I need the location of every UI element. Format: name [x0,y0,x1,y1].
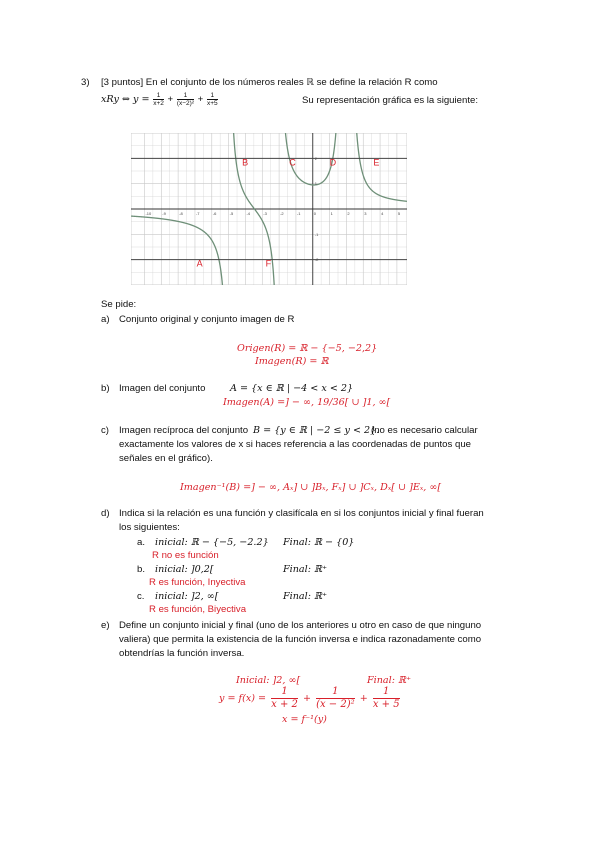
equation-fraction-2: $\frac{1}{\text{(x − 2)²}}$ [316,686,355,710]
x-tick-label: 3 [364,211,367,216]
part-a-letter: a) [101,314,110,325]
x-tick-label: -8 [179,211,183,216]
part-d-item-c-inicial: inicial: ]2, ∞[ [155,591,219,602]
y-tick-label: 2 [314,155,317,161]
part-d-item-a-letter: a. [137,537,146,548]
relation-definition: xRy ⇔ y = $\frac{1}{x+2}$ + $\frac{1}{\text{(x−2)²}}$ + $\frac{1}{x+5}$ [101,92,218,107]
point-label-c: C [289,157,296,168]
point-label-d: D [329,157,337,168]
fraction-1: $\frac{1}{x+2}$ [153,92,164,107]
part-b-letter: b) [101,383,110,394]
part-d-item-b-inicial: inicial: ]0,2[ [155,564,214,575]
part-c-letter: c) [101,425,109,436]
part-a-answer-origin: Origen(R) = ℝ − {−5, −2,2} [237,343,378,354]
part-d-item-a-answer: R no es función [152,550,219,561]
point-label-a: A [196,258,203,269]
part-d-letter: d) [101,508,110,519]
part-d-item-b-final: Final: ℝ⁺ [283,564,328,575]
part-c-set: B = {y ∈ ℝ | −2 ≤ y < 2}. [253,425,380,436]
y-tick-label: -1 [314,231,319,237]
x-tick-label: 5 [397,211,401,216]
x-tick-label: -3 [263,211,267,216]
part-b-set: A = {x ∈ ℝ | −4 < x < 2} [230,383,354,394]
graph-caption: Su representación gráfica es la siguiente: [302,95,478,106]
equation-lhs: y = f(x) = [219,693,267,704]
part-c-answer: Imagen⁻¹(B) =] − ∞, Aₓ] ∪ ]Bₓ, Fₓ] ∪ ]Cₓ, Dₓ[ ∪ ]Eₓ, ∞[ [180,482,442,493]
x-tick-label: -9 [162,211,166,216]
part-d-item-a-final: Final: ℝ − {0} [283,537,355,548]
x-tick-label: -7 [195,211,200,216]
part-e-final: Final: ℝ⁺ [367,675,412,686]
part-c-note: (no es necesario calcular [371,425,478,436]
x-tick-label: 4 [381,211,384,216]
x-tick-label: -10 [145,211,152,216]
point-label-e: E [373,157,380,168]
point-label-b: B [242,157,249,168]
problem-number: 3) [81,77,90,88]
x-tick-label: -1 [296,211,301,216]
part-e-line2: valiera) que permita la existencia de la función inversa e indica razonadamente como [119,634,482,645]
part-c-line3: señales en el gráfico). [119,453,213,464]
equation-fraction-1: $\frac{1}{x + 2}$ [271,686,298,710]
part-e-inicial: Inicial: ]2, ∞[ [236,675,301,686]
x-tick-label: 2 [347,211,350,216]
part-a-question: Conjunto original y conjunto imagen de R [119,314,295,325]
part-b-answer: Imagen(A) =] − ∞, 19/36[ ∪ ]1, ∞[ [223,397,391,408]
se-pide-label: Se pide: [101,299,137,310]
x-tick-label: -2 [280,211,284,216]
part-e-inverse: x = f⁻¹(y) [282,714,327,725]
part-e-line1: Define un conjunto inicial y final (uno de los anteriores u otro en caso de que ninguno [119,620,482,631]
part-d-item-c-letter: c. [137,591,145,602]
x-tick-label: 0 [313,211,316,216]
relation-lhs: xRy ⇔ y = [101,94,150,106]
part-d-item-c-answer: R es función, Biyectiva [149,604,247,615]
part-e-letter: e) [101,620,110,631]
part-c-question: Imagen recíproca del conjunto [119,425,249,436]
x-tick-label: -6 [212,211,217,216]
point-label-f: F [265,258,272,269]
part-b-question: Imagen del conjunto [119,383,206,394]
part-c-line2: exactamente los valores de x si haces referencia a las coordenadas de puntos que [119,439,471,450]
part-d-line2: los siguientes: [119,522,180,533]
part-d-item-b-answer: R es función, Inyectiva [149,577,246,588]
x-tick-label: -4 [246,211,251,216]
part-d-item-a-inicial: inicial: ℝ − {−5, −2.2} [155,537,269,548]
part-a-answer-image: Imagen(R) = ℝ [255,356,329,367]
y-tick-label: 1 [314,181,317,187]
fraction-2: $\frac{1}{\text{(x−2)²}}$ [176,92,194,107]
x-tick-label: -5 [229,211,234,216]
equation-fraction-3: $\frac{1}{x + 5}$ [372,686,400,710]
y-tick-label: -2 [314,257,319,263]
x-tick-label: 1 [330,211,333,216]
part-e-equation: y = f(x) = $\frac{1}{x + 2}$ + $\frac{1}{\text{(x − 2)²}}$ + $\frac{1}{x + 5}$ [219,686,400,710]
function-graph [131,133,407,285]
problem-intro: [3 puntos] En el conjunto de los números reales ℝ se define la relación R como [101,77,438,88]
part-d-line1: Indica si la relación es una función y clasifícala en si los conjuntos inicial y final fueran [119,508,484,519]
part-d-item-b-letter: b. [137,564,146,575]
fraction-3: $\frac{1}{x+5}$ [206,92,218,107]
part-e-line3: obtendrías la función inversa. [119,648,245,659]
part-d-item-c-final: Final: ℝ⁺ [283,591,328,602]
